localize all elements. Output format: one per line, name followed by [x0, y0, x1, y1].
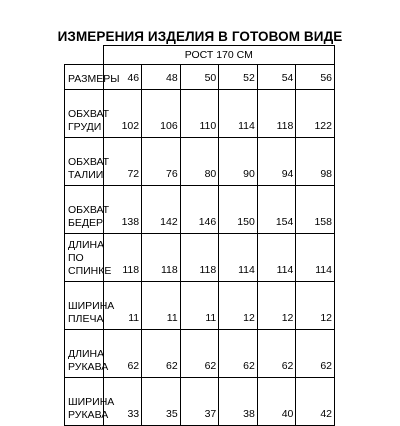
cell: 98 [296, 138, 335, 186]
cell: 150 [219, 186, 258, 234]
cell: 12 [296, 282, 335, 330]
page-title: ИЗМЕРЕНИЯ ИЗДЕЛИЯ В ГОТОВОМ ВИДЕ [57, 29, 343, 44]
cell: 114 [219, 234, 258, 282]
cell: 50 [180, 65, 219, 90]
cell: 114 [296, 234, 335, 282]
cell: 118 [103, 234, 142, 282]
cell: 52 [219, 65, 258, 90]
table-row [65, 378, 335, 426]
cell: 90 [219, 138, 258, 186]
cell: 76 [142, 138, 181, 186]
table-row [65, 90, 335, 138]
cell: 118 [180, 234, 219, 282]
cell: 12 [257, 282, 296, 330]
cell: 122 [296, 90, 335, 138]
cell: 118 [142, 234, 181, 282]
cell: 114 [257, 234, 296, 282]
cell: 142 [142, 186, 181, 234]
cell: 54 [257, 65, 296, 90]
cell: 56 [296, 65, 335, 90]
cell: 12 [219, 282, 258, 330]
table-row [65, 65, 335, 90]
cell: 94 [257, 138, 296, 186]
cell: 138 [103, 186, 142, 234]
cell: 11 [180, 282, 219, 330]
cell: 80 [180, 138, 219, 186]
cell: 48 [142, 65, 181, 90]
cell: 62 [103, 330, 142, 378]
row-label: ОБХВАТ ТАЛИИ [65, 138, 104, 186]
cell: 11 [103, 282, 142, 330]
cell: 106 [142, 90, 181, 138]
table-row [65, 186, 335, 234]
row-label: ОБХВАТ БЕДЕР [65, 186, 104, 234]
cell: 146 [180, 186, 219, 234]
cell: 11 [142, 282, 181, 330]
row-label: ШИРИНА РУКАВА [65, 378, 104, 426]
row-label: ШИРИНА ПЛЕЧА [65, 282, 104, 330]
cell: 42 [296, 378, 335, 426]
cell: 38 [219, 378, 258, 426]
table-row [65, 330, 335, 378]
cell: 46 [103, 65, 142, 90]
cell: 110 [180, 90, 219, 138]
cell: 37 [180, 378, 219, 426]
cell: 62 [142, 330, 181, 378]
cell: 62 [257, 330, 296, 378]
cell: 35 [142, 378, 181, 426]
table-row [65, 138, 335, 186]
cell: 114 [219, 90, 258, 138]
cell: 72 [103, 138, 142, 186]
cell: 62 [180, 330, 219, 378]
cell: 158 [296, 186, 335, 234]
cell: 154 [257, 186, 296, 234]
row-label: ДЛИНА ПО СПИНКЕ [65, 234, 104, 282]
cell: 40 [257, 378, 296, 426]
cell: 102 [103, 90, 142, 138]
cell: 62 [296, 330, 335, 378]
row-label: ДЛИНА РУКАВА [65, 330, 104, 378]
measurements-table [64, 45, 335, 426]
table-row [65, 234, 335, 282]
height-header-row [65, 46, 335, 65]
height-header: РОСТ 170 СМ [103, 46, 334, 65]
cell: 62 [219, 330, 258, 378]
cell: 33 [103, 378, 142, 426]
table-row [65, 282, 335, 330]
cell: 118 [257, 90, 296, 138]
row-label: РАЗМЕРЫ [65, 65, 104, 90]
row-label: ОБХВАТ ГРУДИ [65, 90, 104, 138]
